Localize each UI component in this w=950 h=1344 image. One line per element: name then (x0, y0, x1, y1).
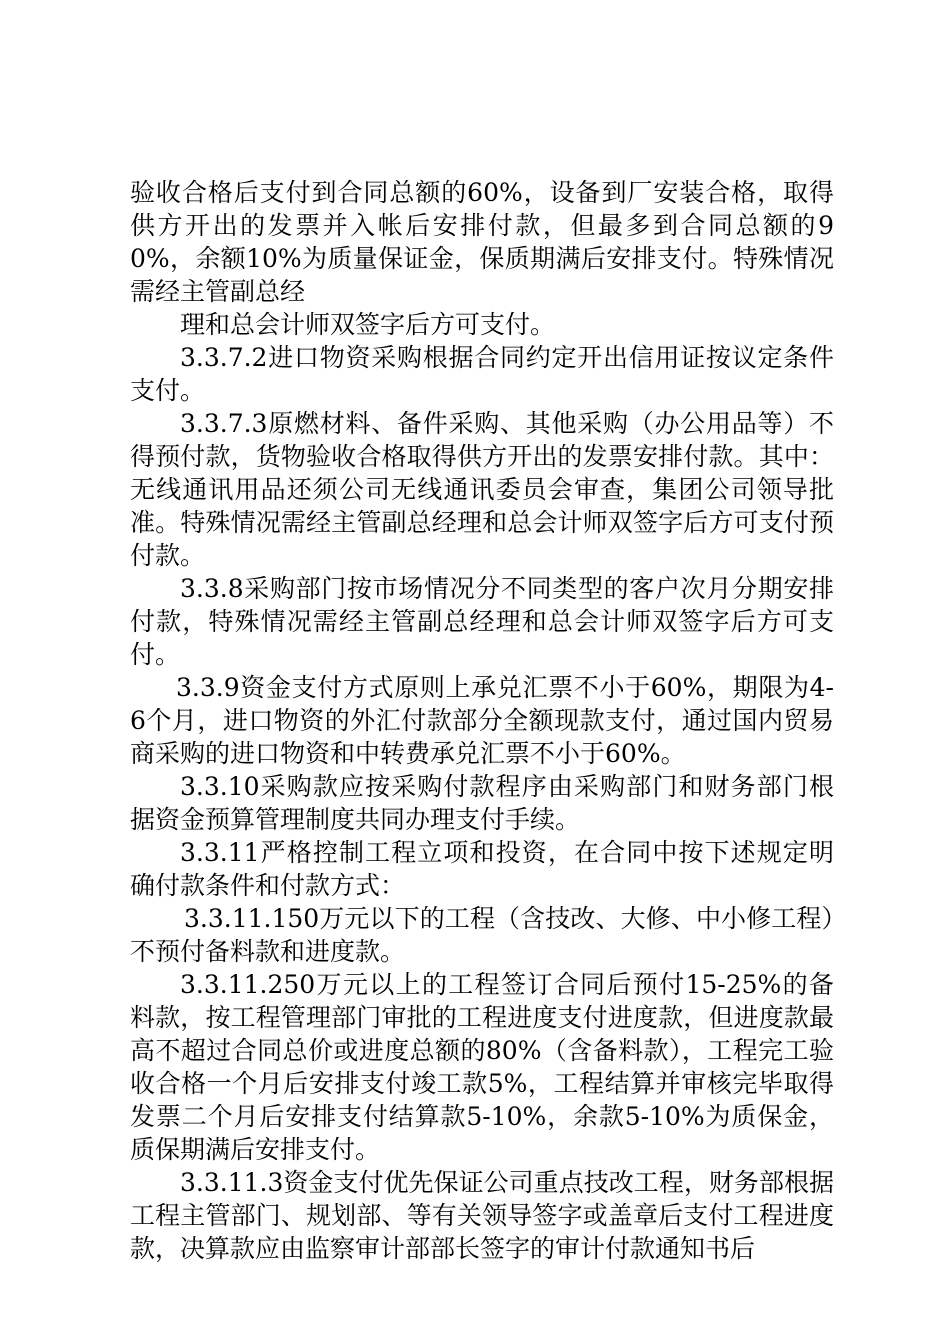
paragraph-3-3-7-3: 3.3.7.3原燃材料、备件采购、其他采购（办公用品等）不得预付款，货物验收合格取得供方开出的发票安排付款。其中：无线通讯用品还须公司无线通讯委员会审查，集团公司领导批准。特殊情况需经主管副总经理和总会计师双签字后方可支付预付款。 (130, 409, 834, 570)
paragraph-continuation-tail: 理和总会计师双签字后方可支付。 (180, 310, 556, 339)
paragraph-continuation: 验收合格后支付到合同总额的60%，设备到厂安装合格，取得供方开出的发票并入帐后安排付款，但最多到合同总额的90%，余额10%为质量保证金，保质期满后安排支付。特殊情况需经主管副总经 (130, 178, 834, 306)
paragraph-3-3-11: 3.3.11严格控制工程立项和投资，在合同中按下述规定明确付款条件和付款方式： (130, 838, 834, 900)
paragraph-3-3-7-2: 3.3.7.2进口物资采购根据合同约定开出信用证按议定条件支付。 (130, 343, 834, 405)
paragraph-3-3-9: 3.3.9资金支付方式原则上承兑汇票不小于60%，期限为4-6个月，进口物资的外汇付款部分全额现款支付，通过国内贸易商采购的进口物资和中转费承兑汇票不小于60%。 (130, 673, 834, 768)
paragraph-3-3-11-2: 3.3.11.250万元以上的工程签订合同后预付15-25%的备料款，按工程管理部门审批的工程进度支付进度款，但进度款最高不超过合同总价或进度总额的80%（含备料款），工程完工验收合格一个月后安排支付竣工款5%，工程结算并审核完毕取得发票二个月后安排支付结算款5-10%，余款5-10%为质保金，质保期满后安排支付。 (130, 970, 834, 1164)
paragraph-3-3-10: 3.3.10采购款应按采购付款程序由采购部门和财务部门根据资金预算管理制度共同办理支付手续。 (130, 772, 834, 834)
paragraph-3-3-11-1: 3.3.11.150万元以下的工程（含技改、大修、中小修工程）不预付备料款和进度款。 (130, 904, 834, 966)
paragraph-3-3-8: 3.3.8采购部门按市场情况分不同类型的客户次月分期安排付款，特殊情况需经主管副总经理和总会计师双签字后方可支付。 (130, 574, 834, 669)
document-body (130, 176, 834, 1265)
paragraph-3-3-11-3: 3.3.11.3资金支付优先保证公司重点技改工程，财务部根据工程主管部门、规划部、等有关领导签字或盖章后支付工程进度款，决算款应由监察审计部部长签字的审计付款通知书后 (130, 1168, 834, 1263)
